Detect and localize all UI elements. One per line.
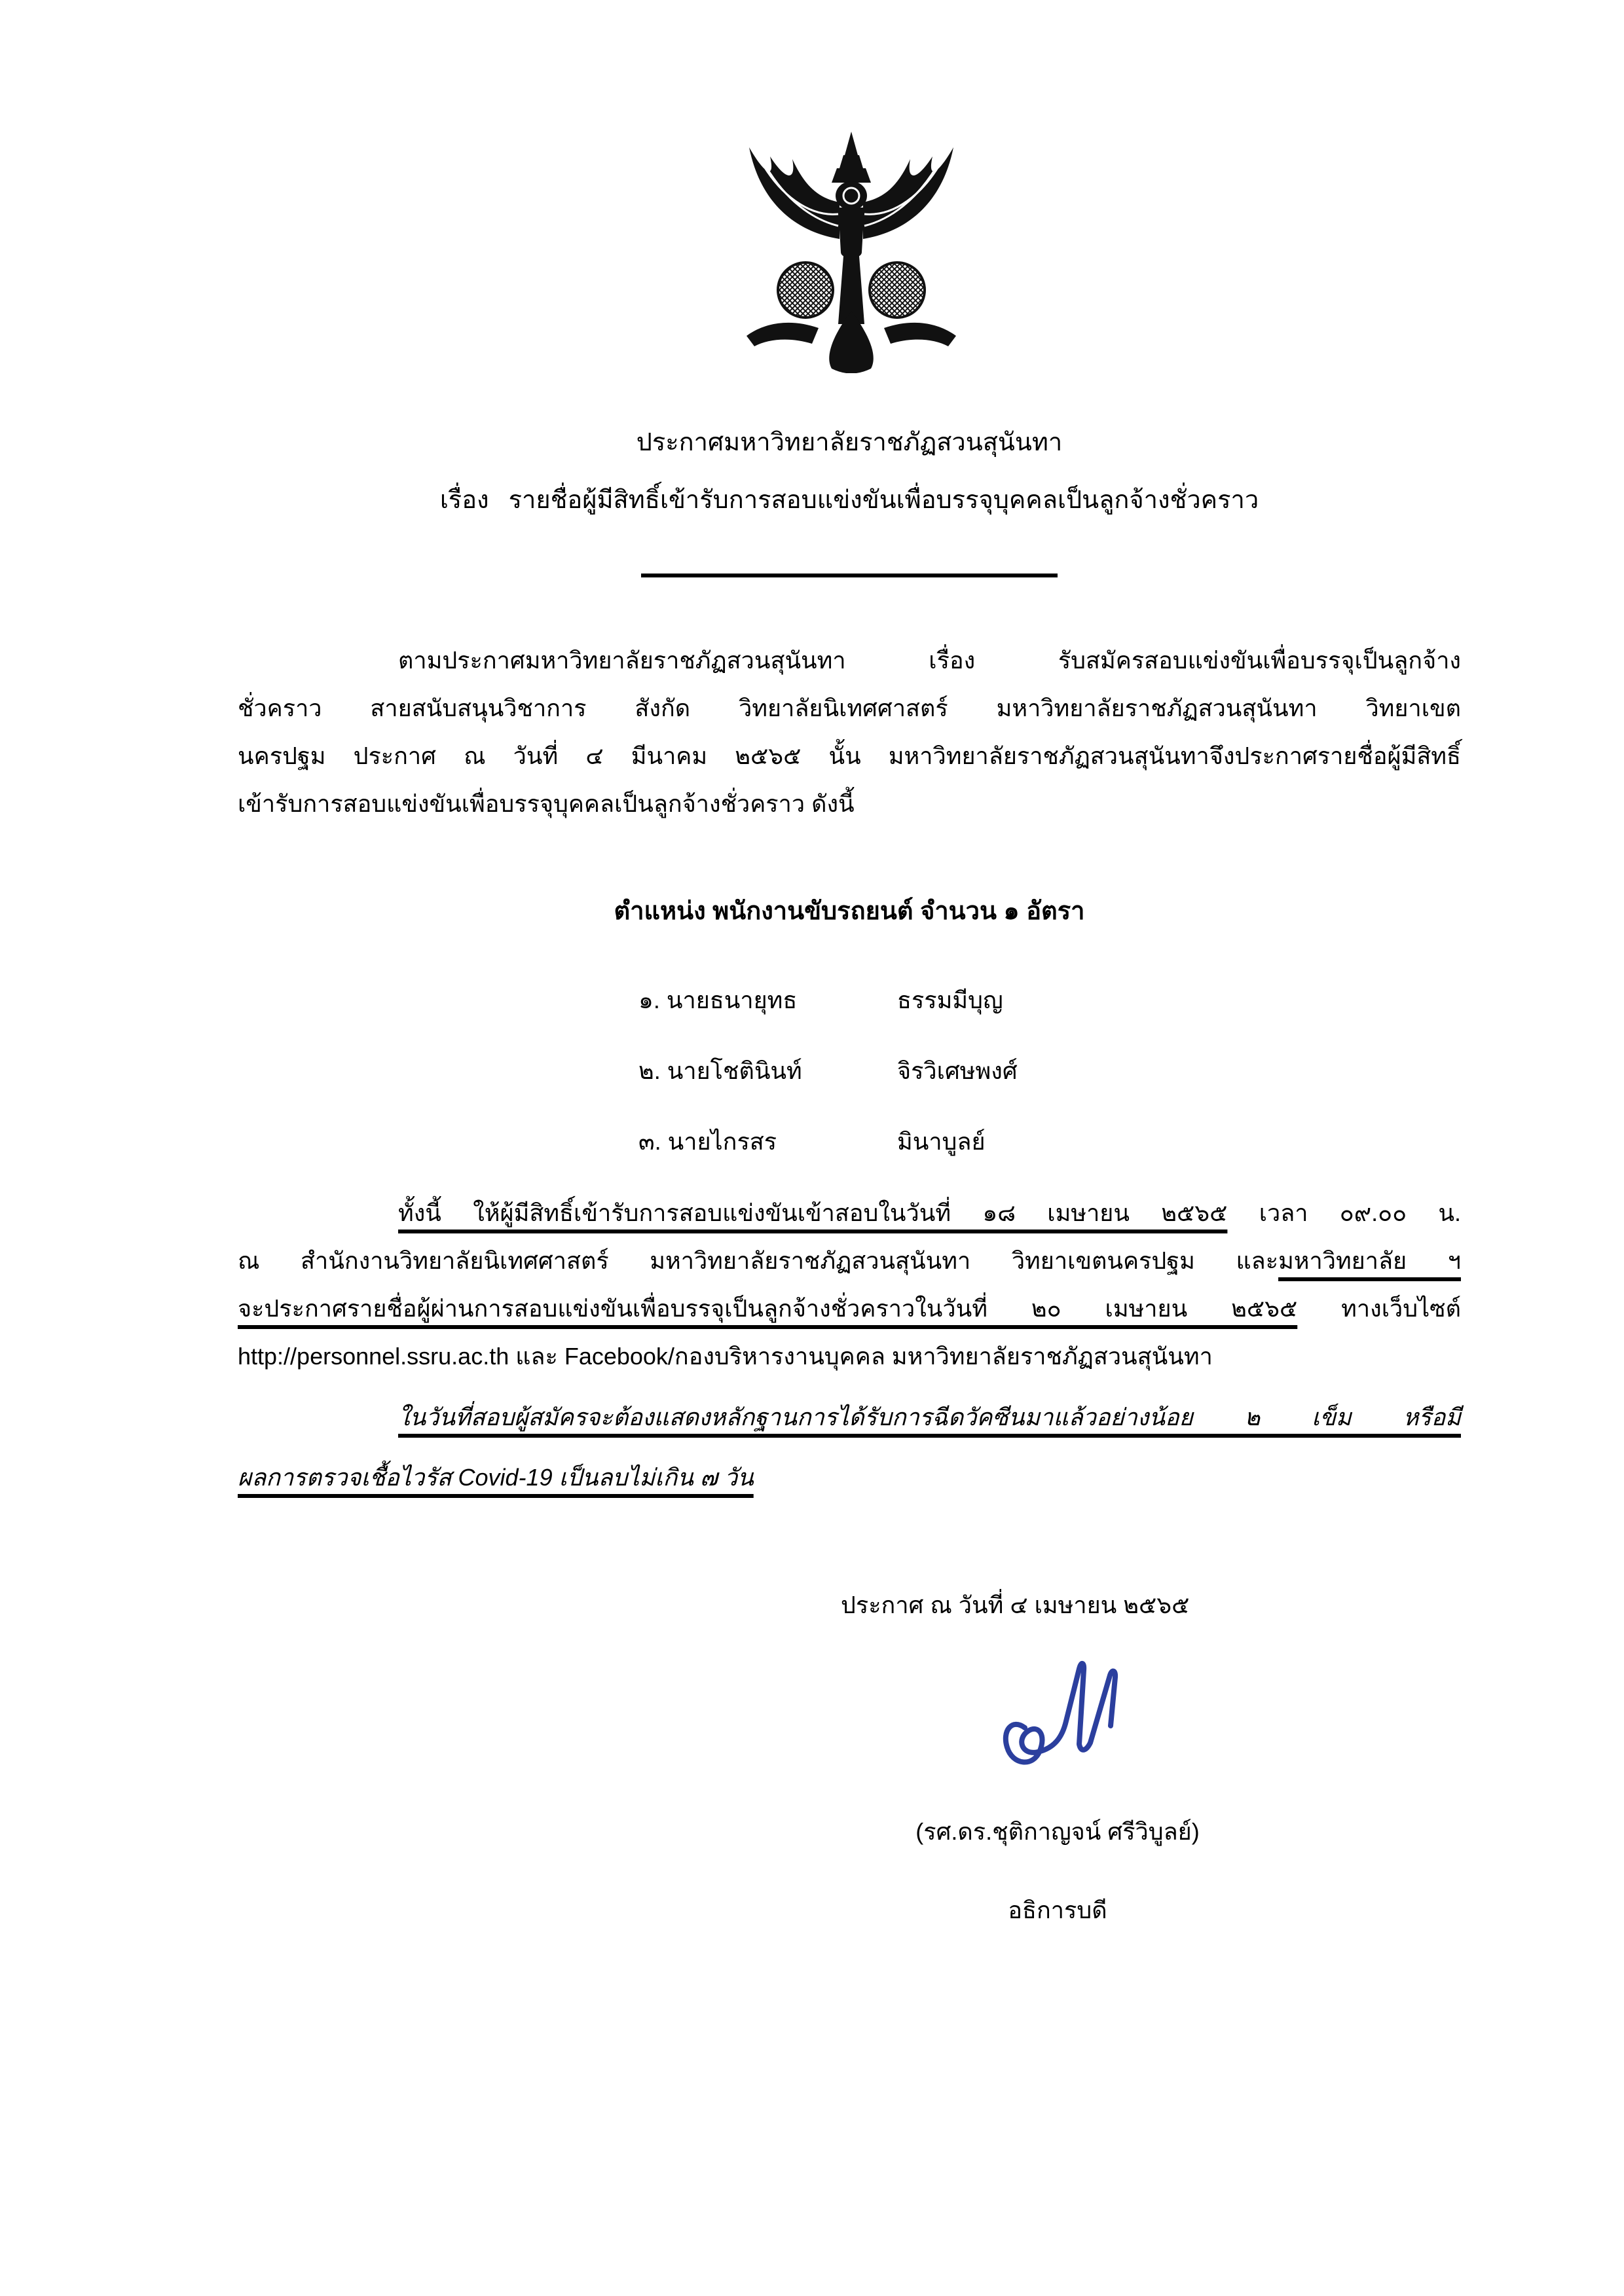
candidate-row	[238, 1048, 1461, 1095]
covid-line-1: ในวันที่สอบผู้สมัครจะต้องแสดงหลักฐานการได้รับการฉีดวัคซีนมาแล้วอย่างน้อย ๒ เข็ม หรือมี	[398, 1404, 1461, 1430]
document-body	[238, 0, 1461, 1930]
candidate-row	[238, 1118, 1461, 1165]
subject-divider	[641, 574, 1058, 577]
exam-venue: ณ สำนักงานวิทยาลัยนิเทศศาสตร์ มหาวิทยาลัยราชภัฏสวนสุนันทา วิทยาเขตนครปฐม และ	[238, 1247, 1279, 1274]
issued-date-line: ประกาศ ณ วันที่ ๔ เมษายน ๒๕๖๕	[841, 1592, 1190, 1618]
candidate-number-name: ๑. นายธนายุทธ	[638, 987, 798, 1013]
candidate-surname: จิรวิเศษพงศ์	[897, 1057, 1018, 1084]
result-date-underlined: จะประกาศรายชื่อผู้ผ่านการสอบแข่งขันเพื่อบรรจุเป็นลูกจ้างชั่วคราวในวันที่ ๒๐ เมษายน ๒๕๖๕	[238, 1295, 1298, 1322]
candidate-number-name: ๓. นายไกรสร	[638, 1128, 777, 1155]
subject-label: เรื่อง	[439, 486, 489, 514]
exam-line-2	[238, 1237, 1461, 1285]
candidate-list	[238, 977, 1461, 1165]
university-abbrev-underlined: มหาวิทยาลัย ฯ	[1278, 1247, 1461, 1274]
exam-time: เวลา ๐๙.๐๐ น.	[1227, 1199, 1462, 1226]
intro-line-1: ตามประกาศมหาวิทยาลัยราชภัฏสวนสุนันทา เรื่อง รับสมัครสอบแข่งขันเพื่อบรรจุเป็นลูกจ้าง	[398, 647, 1461, 674]
intro-line-3: นครปฐม ประกาศ ณ วันที่ ๔ มีนาคม ๒๕๖๕ นั้น มหาวิทยาลัยราชภัฏสวนสุนันทาจึงประกาศรายชื่อผู้มีสิทธิ์	[238, 742, 1461, 769]
website-line: http://personnel.ssru.ac.th และ Facebook/กองบริหารงานบุคคล มหาวิทยาลัยราชภัฏสวนสุนันทา	[238, 1343, 1213, 1370]
announcement-title: ประกาศมหาวิทยาลัยราชภัฏสวนสุนันทา	[636, 429, 1063, 456]
signature-stroke	[1006, 1664, 1115, 1762]
subject-text: รายชื่อผู้มีสิทธิ์เข้ารับการสอบแข่งขันเพื่อบรรจุบุคคลเป็นลูกจ้างชั่วคราว	[508, 486, 1259, 514]
candidate-number-name: ๒. นายโชตินินท์	[638, 1057, 802, 1084]
signature-image	[976, 1639, 1146, 1790]
covid-requirement-paragraph	[238, 1393, 1461, 1501]
candidate-surname: ธรรมมีบุญ	[897, 987, 1003, 1013]
via-website-text: ทางเว็บไซต์	[1297, 1295, 1461, 1322]
signer-block	[822, 1812, 1293, 1930]
position-heading: ตำแหน่ง พนักงานขับรถยนต์ จำนวน ๑ อัตรา	[614, 898, 1085, 925]
intro-line-2: ชั่วคราว สายสนับสนุนวิชาการ สังกัด วิทยาลัยนิเทศศาสตร์ มหาวิทยาลัยราชภัฏสวนสุนันทา วิทยาเขต	[238, 695, 1461, 721]
exam-line-3	[238, 1285, 1461, 1332]
exam-date-underlined: ทั้งนี้ ให้ผู้มีสิทธิ์เข้ารับการสอบแข่งขันเข้าสอบในวันที่ ๑๘ เมษายน ๒๕๖๕	[398, 1199, 1228, 1226]
covid-line-2: ผลการตรวจเชื้อไวรัส Covid-19 เป็นลบไม่เกิน ๗ วัน	[238, 1464, 754, 1491]
subject-line	[238, 477, 1461, 524]
exam-schedule-paragraph	[238, 1189, 1461, 1380]
intro-line-4: เข้ารับการสอบแข่งขันเพื่อบรรจุบุคคลเป็นลูกจ้างชั่วคราว ดังนี้	[238, 790, 855, 817]
signer-name: (รศ.ดร.ชุติกาญจน์ ศรีวิบูลย์)	[915, 1818, 1200, 1845]
candidate-surname: มินาบูลย์	[897, 1128, 986, 1155]
candidate-row	[238, 977, 1461, 1024]
signer-role: อธิการบดี	[1008, 1897, 1107, 1923]
exam-line-1	[238, 1189, 1461, 1237]
intro-paragraph	[238, 636, 1461, 828]
